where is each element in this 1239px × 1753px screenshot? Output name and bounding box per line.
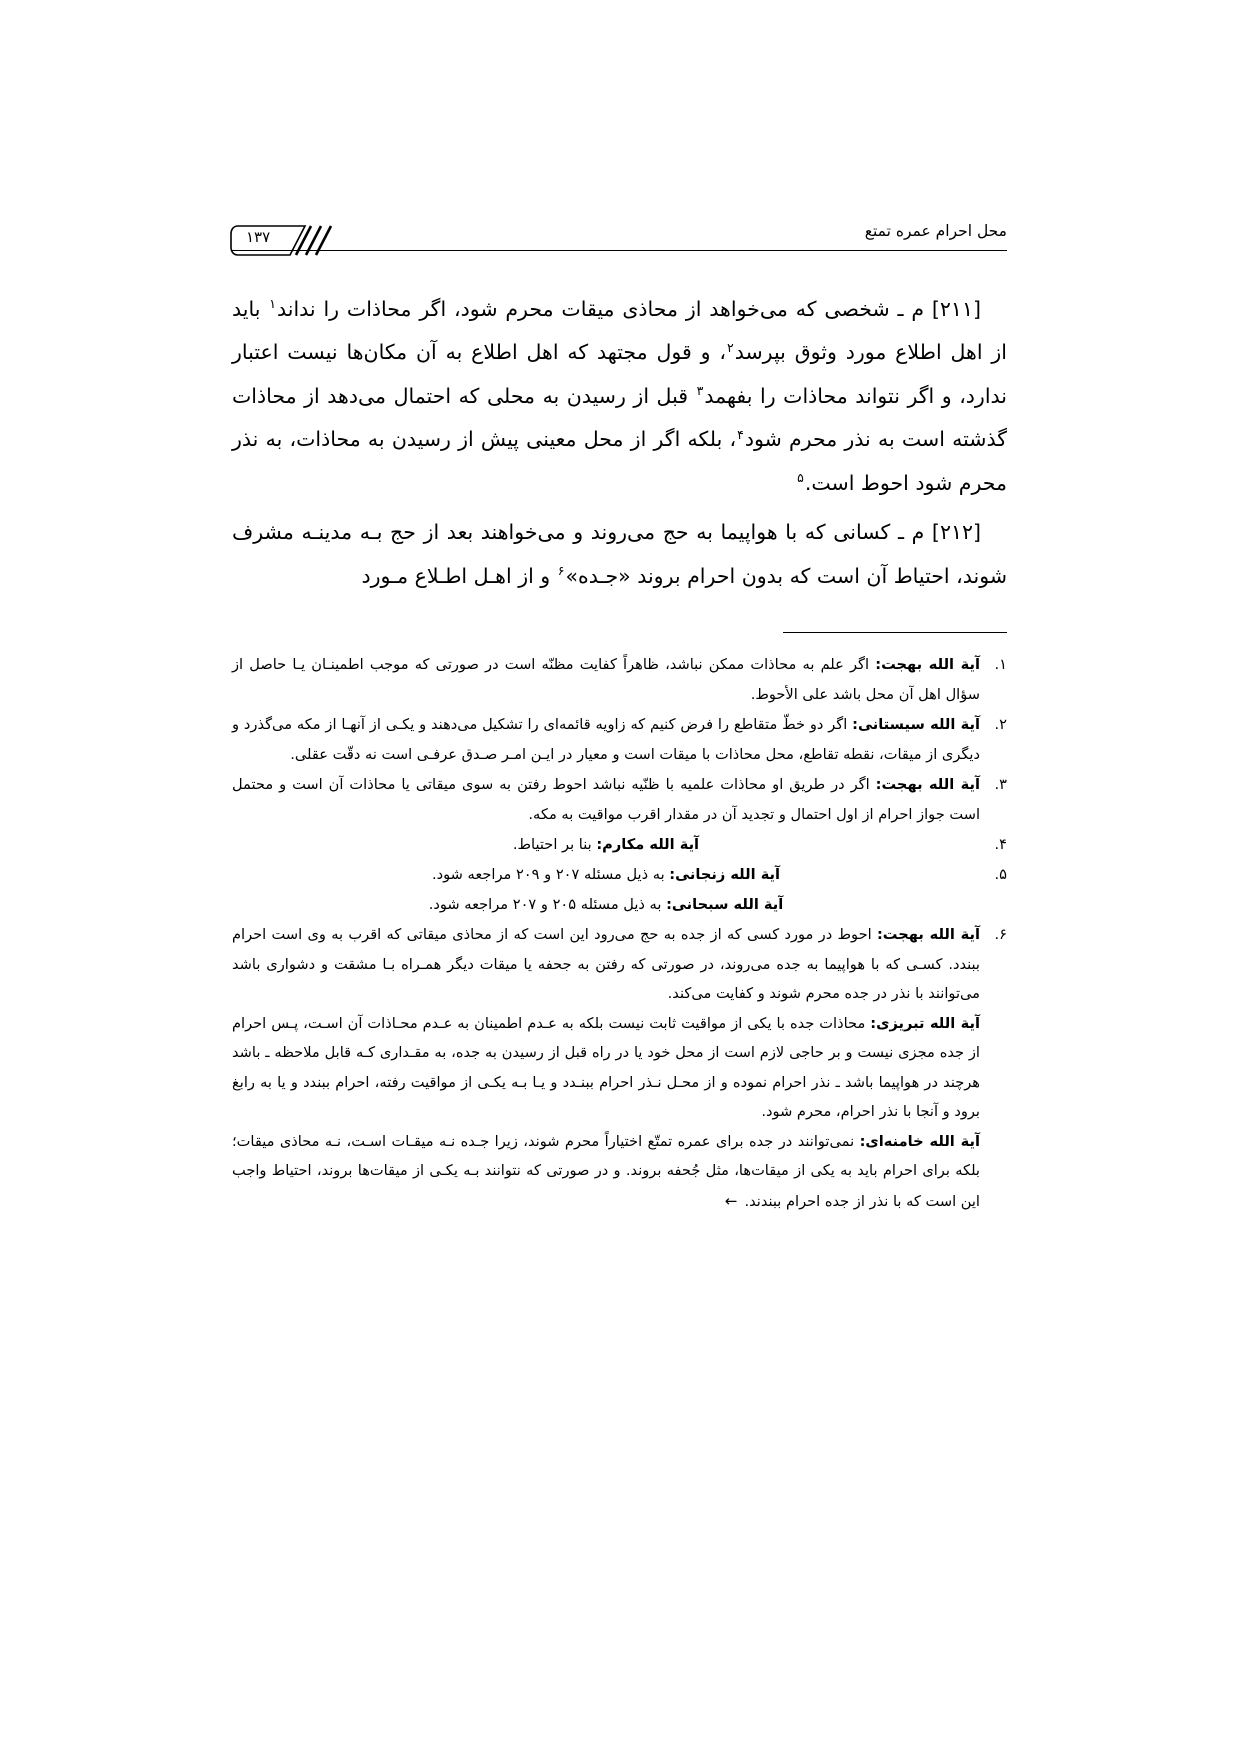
marja-name: آية الله بهجت: bbox=[876, 926, 980, 944]
footnote-ref-4[interactable]: ۴ bbox=[737, 426, 744, 442]
footnote-body bbox=[232, 770, 980, 829]
mas-211-text-4: قبل از رسیدن به محلی که احتمال می‌دهد از محاذات گذشته است به نذر محرم شود bbox=[232, 383, 1007, 452]
footnote-ref-3[interactable]: ۳ bbox=[696, 383, 704, 399]
footnote-text: نمی‌توانند در جده برای عمره تمتّع اختیاراً محرم شوند، زیرا جـده نـه میقـات اسـت، نـه محاذی میقات؛ بلکه برای احرام باید به یکی از میقات‌ها، مثل جُحفه بروند. و در صورتی که نتوانند بـه یکـی از میقات‌ها بروند، احتیاط واجب این است که با نذر از جده احرام ببندند. bbox=[232, 1132, 980, 1210]
paragraph-212 bbox=[232, 511, 1007, 598]
footnote-text: احوط در مورد کسی که از جده به حج می‌رود این است که از محاذی میقاتی که اقرب به وی است احرام ببندد. کسـی که با هواپیما به جده می‌روند، در صورتی که رفتن به جحفه یا میقات دیگر همـراه بـا مشقت و دشواری باشد می‌توانند با نذر در جده محرم شوند و کفایت می‌کند. bbox=[232, 926, 980, 1003]
footnote-ref-6[interactable]: ۶ bbox=[557, 562, 565, 578]
footnote-entry bbox=[232, 920, 980, 1008]
footnote-body bbox=[232, 860, 980, 919]
mas-211-text-1: شخصی که می‌خواهد از محاذی میقات محرم شود، اگر محاذات را نداند bbox=[277, 297, 890, 321]
footnote-entry bbox=[232, 890, 980, 919]
footnote-entry bbox=[232, 710, 980, 769]
mas-212-text-2: و از اهـل اطـلاع مـورد bbox=[361, 563, 557, 588]
footnote-item bbox=[232, 650, 1007, 709]
footnote-marker: ۲. bbox=[994, 716, 1007, 734]
footnote-body bbox=[232, 650, 980, 709]
running-header bbox=[232, 222, 1007, 262]
footnote-text: اگر علم به محاذات ممکن نباشد، ظاهراً کفایت مظنّه است در صورتی که موجب اطمینـان یـا حاصل از سؤال اهل آن محل باشد علی الأحوط. bbox=[232, 656, 980, 703]
footnote-ref-5[interactable]: ۵ bbox=[797, 469, 804, 485]
footnote-text: محاذات جده با یکی از مواقیت ثابت نیست بلکه به عـدم اطمینان به عـدم محـاذات آن اسـت، پـس احرام از جده مجزی نیست و بر حاجی لازم است از محل خود یا در راه قبل از رسیدن به جده، به مقـداری کـه قابل ملاحظه ـ باشد هرچند در هواپیما باشد ـ نذر احرام نموده و از محـل نـذر احرام ببنـدد و یـا بـه یکـی از مواقیت رفته، احرام ببندد و یا به رابغ برود و آنجا با نذر احرام، محرم شود. bbox=[232, 1014, 980, 1121]
footnote-text: به ذیل مسئله ۲۰۵ و ۲۰۷ مراجعه شود. bbox=[428, 895, 667, 913]
footnote-text: به ذیل مسئله ۲۰۷ و ۲۰۹ مراجعه شود. bbox=[431, 866, 670, 884]
mas-211-text-3: ، و قول مجتهد که اهل اطلاع به آن مکان‌ها نیست اعتبار ندارد، و اگر نتواند محاذات را بفهمد bbox=[232, 340, 1007, 408]
footnote-entry bbox=[232, 830, 980, 859]
mas-212-text-1: کسانی که با هواپیما به حج می‌روند و می‌خواهند بعد از حج بـه مدینـه مشرف شوند، احتیاط آن است که بدون احرام بروند «جـده» bbox=[232, 520, 1007, 588]
mas-number-212: [۲۱۲] م bbox=[911, 520, 981, 545]
footnote-entry bbox=[232, 1127, 980, 1216]
mas-dash-212: ـ bbox=[897, 520, 904, 545]
footnote-entry bbox=[232, 650, 980, 709]
footnote-item bbox=[232, 920, 1007, 1216]
marja-name: آية الله مکارم: bbox=[596, 835, 700, 853]
running-header-title: محل احرام عمره تمتع bbox=[864, 222, 1007, 240]
footnote-body bbox=[232, 920, 980, 1216]
header-rule bbox=[232, 250, 1007, 251]
footnote-item bbox=[232, 860, 1007, 919]
footnote-entry bbox=[232, 860, 980, 889]
marja-name: آية الله بهجت: bbox=[875, 776, 980, 794]
footnote-body bbox=[232, 710, 980, 769]
marja-name: آية الله بهجت: bbox=[875, 656, 980, 674]
marja-name: آية الله تبریزی: bbox=[870, 1014, 980, 1032]
footnote-marker: ۱. bbox=[994, 656, 1007, 674]
footnote-item bbox=[232, 770, 1007, 829]
folio-ornament bbox=[230, 225, 340, 256]
footnote-ref-1[interactable]: ۱ bbox=[269, 296, 276, 312]
marja-name: آية الله سیستانی: bbox=[852, 716, 980, 734]
footnote-entry bbox=[232, 770, 980, 829]
footnote-marker: ۶. bbox=[994, 926, 1007, 944]
page-number: ۱۳۷ bbox=[246, 228, 271, 246]
footnote-item bbox=[232, 710, 1007, 769]
footnote-ref-2[interactable]: ۲ bbox=[727, 339, 734, 355]
footnote-separator bbox=[783, 632, 1007, 633]
footnote-text: اگر در طریق او محاذات علمیه با ظنّیه نباشد احوط رفتن به سوی میقاتی یا محاذات آن است و محتمل است جواز احرام از اول احتمال و تجدید آن در مقدار اقرب مواقیت به مکه. bbox=[232, 776, 980, 823]
footnote-marker: ۴. bbox=[994, 835, 1007, 853]
footnote-text: اگر دو خطّ متقاطع را فرض کنیم که زاویه قائمه‌ای را تشکیل می‌دهند و یکـی از آنهـا از مکه می‌گذرد و دیگری از میقات، نقطه تقاطع، محل محاذات با میقات است و معیار در ایـن امـر صـدق عرفـی است نه دقّت عقلی. bbox=[232, 716, 980, 763]
footnote-marker: ۵. bbox=[994, 866, 1007, 884]
body-text bbox=[232, 288, 1007, 598]
paragraph-211 bbox=[232, 288, 1007, 505]
footnote-item bbox=[232, 830, 1007, 859]
marja-name: آية الله سبحانی: bbox=[666, 895, 784, 913]
mas-211-text-5: ، بلکه اگر از محل معینی پیش از رسیدن به محاذات، به نذر محرم شود احوط است. bbox=[232, 427, 1007, 495]
continuation-arrow-icon: ← bbox=[724, 1191, 737, 1210]
mas-dash-211: ـ bbox=[897, 297, 904, 321]
footnote-entry bbox=[232, 1009, 980, 1127]
mas-number-211: [۲۱۱] م bbox=[911, 297, 981, 321]
mas-211-text-2: باید از اهل اطلاع مورد وثوق بپرسد bbox=[232, 297, 1007, 365]
footnote-body bbox=[232, 830, 980, 859]
footnote-text: بنا بر احتیاط. bbox=[512, 835, 597, 853]
page-content bbox=[232, 222, 1007, 1217]
footnotes-section bbox=[232, 650, 1007, 1216]
footnote-marker: ۳. bbox=[994, 776, 1007, 794]
marja-name: آية الله زنجانی: bbox=[669, 866, 781, 884]
marja-name: آية الله خامنه‌ای: bbox=[859, 1132, 981, 1150]
